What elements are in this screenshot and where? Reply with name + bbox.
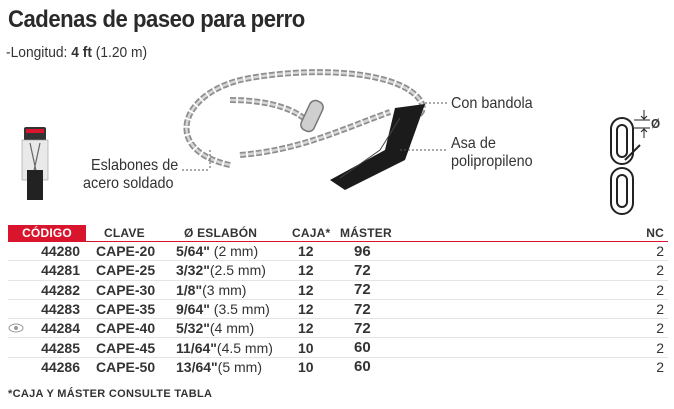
table-row bbox=[8, 319, 668, 338]
eslabon-mm: (5 mm) bbox=[217, 358, 262, 375]
footnote: *CAJA Y MÁSTER CONSULTE TABLA bbox=[8, 388, 213, 400]
eslabones-label-line1: Eslabones de bbox=[91, 157, 179, 174]
cell-eslabon bbox=[176, 242, 288, 261]
table-row bbox=[8, 299, 668, 318]
eslabon-fraction: 5/32" bbox=[176, 320, 210, 337]
eslabon-fraction: 1/8" bbox=[176, 281, 203, 298]
cell-nc: 2 bbox=[406, 242, 668, 261]
length-prefix: -Longitud: bbox=[6, 44, 72, 61]
cell-nc: 2 bbox=[406, 338, 668, 357]
eslabon-mm: (4.5 mm) bbox=[216, 339, 273, 356]
cell-master: 60 bbox=[336, 357, 406, 376]
cell-nc: 2 bbox=[406, 319, 668, 338]
eye-icon bbox=[8, 323, 24, 333]
cell-clave: CAPE-35 bbox=[86, 299, 176, 318]
cell-master: 96 bbox=[336, 242, 406, 261]
cell-codigo: 44284 bbox=[8, 319, 86, 338]
table-row bbox=[8, 338, 668, 357]
length-metric: (1.20 m) bbox=[91, 44, 148, 61]
cell-caja: 12 bbox=[288, 261, 336, 280]
eslabones-label-line2: acero soldado bbox=[83, 175, 174, 192]
chain-image bbox=[186, 72, 425, 190]
cell-clave: CAPE-25 bbox=[86, 261, 176, 280]
cell-clave: CAPE-20 bbox=[86, 242, 176, 261]
cell-codigo: 44286 bbox=[8, 357, 86, 376]
cell-master: 72 bbox=[336, 319, 406, 338]
cell-caja: 12 bbox=[288, 242, 336, 261]
diameter-symbol: Ø bbox=[651, 116, 661, 131]
table-row bbox=[8, 280, 668, 299]
header-underline bbox=[8, 241, 668, 242]
bandola-label: Con bandola bbox=[451, 95, 533, 112]
cell-caja: 12 bbox=[288, 319, 336, 338]
cell-caja: 10 bbox=[288, 338, 336, 357]
page-title: Cadenas de paseo para perro bbox=[8, 6, 305, 33]
cell-master: 60 bbox=[336, 338, 406, 357]
eslabon-fraction: 13/64" bbox=[176, 358, 218, 375]
cell-nc: 2 bbox=[406, 299, 668, 318]
package-thumbnail bbox=[22, 127, 48, 200]
eslabon-mm: (2.5 mm) bbox=[209, 262, 266, 279]
eslabon-fraction: 3/32" bbox=[176, 262, 210, 279]
cell-eslabon bbox=[176, 261, 288, 280]
cell-clave: CAPE-40 bbox=[86, 319, 176, 338]
eslabon-fraction: 5/64" bbox=[176, 243, 210, 260]
cell-clave: CAPE-50 bbox=[86, 357, 176, 376]
eslabon-mm: (3.5 mm) bbox=[209, 301, 270, 318]
cell-codigo: 44285 bbox=[8, 338, 86, 357]
header-eslabon: Ø ESLABÓN bbox=[184, 226, 258, 240]
eslabon-fraction: 11/64" bbox=[176, 339, 217, 356]
cell-nc: 2 bbox=[406, 280, 668, 299]
cell-eslabon bbox=[176, 357, 288, 376]
cell-nc: 2 bbox=[406, 261, 668, 280]
cell-codigo: 44280 bbox=[8, 242, 86, 261]
cell-master: 72 bbox=[336, 299, 406, 318]
table-row bbox=[8, 357, 668, 376]
cell-codigo: 44282 bbox=[8, 280, 86, 299]
cell-eslabon bbox=[176, 338, 288, 357]
header-nc: NC bbox=[646, 226, 664, 240]
header-codigo: CÓDIGO bbox=[8, 225, 86, 242]
cell-clave: CAPE-45 bbox=[86, 338, 176, 357]
cell-eslabon bbox=[176, 280, 288, 299]
eslabon-fraction: 9/64" bbox=[176, 301, 210, 318]
asa-label-line2: polipropileno bbox=[451, 153, 533, 170]
length-value: 4 ft bbox=[71, 44, 92, 61]
cell-codigo: 44283 bbox=[8, 299, 86, 318]
cell-master: 72 bbox=[336, 261, 406, 280]
header-master: MÁSTER bbox=[340, 226, 392, 240]
header-clave: CLAVE bbox=[104, 226, 145, 240]
link-diagram bbox=[611, 110, 650, 214]
cell-master: 72 bbox=[336, 280, 406, 299]
cell-caja: 12 bbox=[288, 299, 336, 318]
cell-caja: 10 bbox=[288, 357, 336, 376]
cell-codigo: 44281 bbox=[8, 261, 86, 280]
table-row bbox=[8, 261, 668, 280]
product-table bbox=[8, 225, 668, 376]
eslabon-mm: (4 mm) bbox=[209, 320, 255, 337]
asa-label-line1: Asa de bbox=[451, 135, 496, 152]
cell-eslabon bbox=[176, 299, 288, 318]
cell-caja: 12 bbox=[288, 280, 336, 299]
cell-nc: 2 bbox=[406, 357, 668, 376]
eslabon-mm: (2 mm) bbox=[209, 243, 259, 260]
table-row bbox=[8, 242, 668, 261]
eslabon-mm: (3 mm) bbox=[202, 281, 247, 298]
header-caja: CAJA* bbox=[292, 226, 331, 240]
cell-clave: CAPE-30 bbox=[86, 280, 176, 299]
cell-eslabon bbox=[176, 319, 288, 338]
